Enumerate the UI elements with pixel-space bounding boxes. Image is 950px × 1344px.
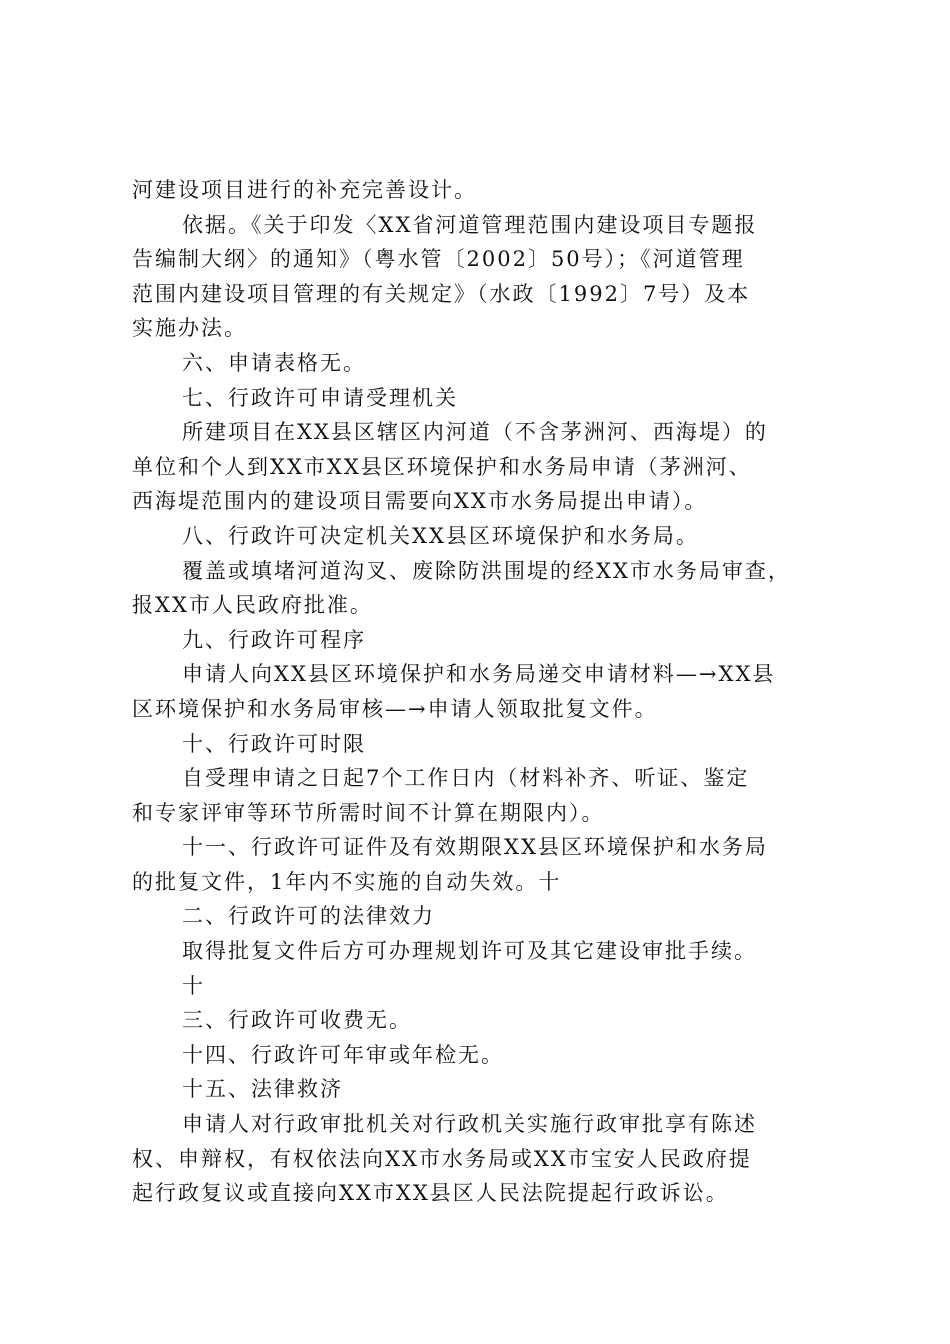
- text-line: 七、行政许可申请受理机关: [182, 385, 458, 410]
- text-line: 范围内建设项目管理的有关规定》（水政〔1992〕7号）及本: [132, 281, 751, 306]
- text-line: 九、行政许可程序: [182, 627, 366, 652]
- text-line: 六、申请表格无。: [182, 350, 366, 375]
- text-line: 覆盖或填堵河道沟叉、废除防洪围堤的经XX市水务局审查，: [182, 558, 791, 583]
- text-line: 十、行政许可时限: [182, 731, 366, 756]
- text-line: 报XX市人民政府批准。: [132, 593, 373, 618]
- text-line: 告编制大纲〉的通知》（粤水管〔2002〕50号）；《河道管理: [132, 247, 745, 272]
- text-line: 所建项目在XX县区辖区内河道（不含茅洲河、西海堤）的: [182, 420, 768, 445]
- text-line: 实施办法。: [132, 316, 247, 341]
- text-line: 单位和个人到XX市XX县区环境保护和水务局申请（茅洲河、: [132, 454, 752, 479]
- text-line: 区环境保护和水务局审核—→申请人领取批复文件。: [132, 696, 658, 721]
- text-line: 取得批复文件后方可办理规划许可及其它建设审批手续。: [182, 939, 757, 964]
- text-line: 的批复文件，1年内不实施的自动失效。十: [132, 869, 562, 894]
- text-line: 权、申辩权，有权依法向XX市水务局或XX市宝安人民政府提: [132, 1146, 752, 1171]
- text-line: 二、行政许可的法律效力: [182, 904, 435, 929]
- text-line: 八、行政许可决定机关XX县区环境保护和水务局。: [182, 523, 699, 548]
- text-line: 十五、法律救济: [182, 1077, 343, 1102]
- text-line: 申请人向XX县区环境保护和水务局递交申请材料—→XX县: [182, 662, 776, 687]
- text-line: 依据。《关于印发〈XX省河道管理范围内建设项目专题报: [182, 212, 758, 237]
- text-line: 西海堤范围内的建设项目需要向XX市水务局提出申请）。: [132, 489, 708, 514]
- text-line: 三、行政许可收费无。: [182, 1008, 412, 1033]
- text-line: 申请人对行政审批机关对行政机关实施行政审批享有陈述: [182, 1112, 757, 1137]
- text-line: 十: [182, 973, 205, 998]
- text-line: 河建设项目进行的补充完善设计。: [132, 178, 477, 202]
- text-line: 十四、行政许可年审或年检无。: [182, 1042, 504, 1067]
- text-line: 十一、行政许可证件及有效期限XX县区环境保护和水务局: [182, 835, 768, 860]
- document-body: [132, 173, 832, 1211]
- text-line: 自受理申请之日起7个工作日内（材料补齐、听证、鉴定: [182, 766, 750, 791]
- text-line: 和专家评审等环节所需时间不计算在期限内）。: [132, 800, 605, 825]
- text-line: 起行政复议或直接向XX市XX县区人民法院提起行政诉讼。: [132, 1181, 729, 1206]
